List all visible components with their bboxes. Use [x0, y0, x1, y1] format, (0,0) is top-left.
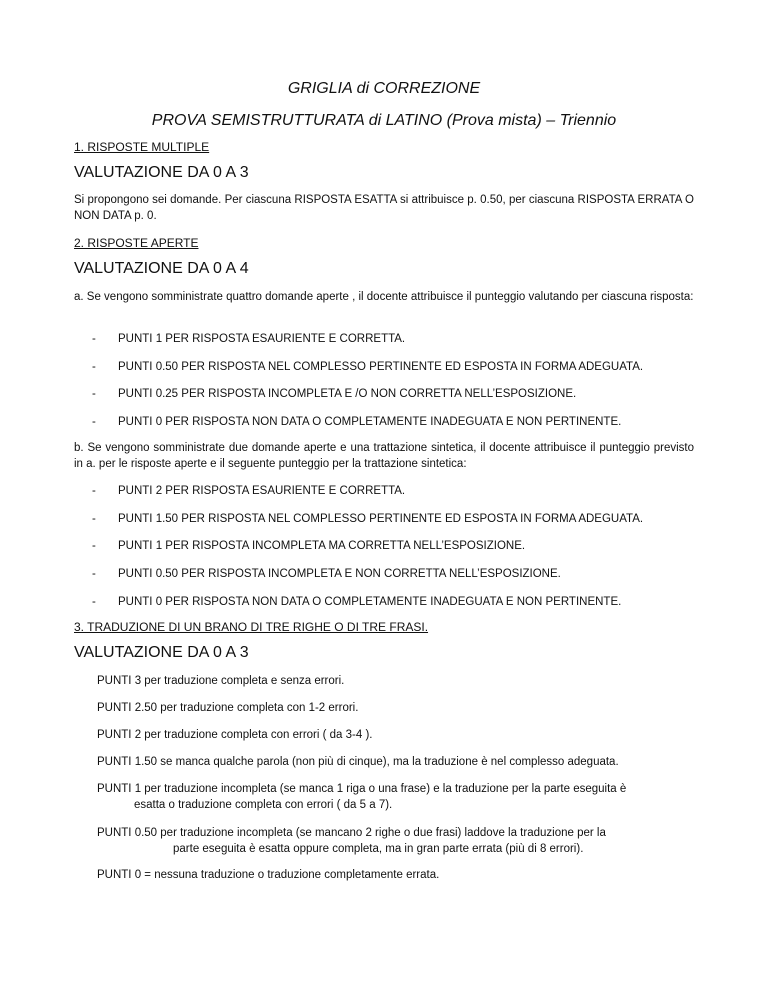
- list-item: [97, 727, 694, 743]
- point-text-continuation: esatta o traduzione completa con errori ( da 5 a 7).: [134, 799, 393, 811]
- bullet-dash: -: [92, 361, 96, 373]
- point-text-continuation: parte eseguita è esatta oppure completa, ma in gran parte errata (più di 8 errori).: [173, 843, 584, 855]
- bullet-dash: -: [92, 596, 96, 608]
- bullet-text: PUNTI 0 PER RISPOSTA NON DATA O COMPLETAMENTE INADEGUATA E NON PERTINENTE.: [118, 416, 622, 428]
- list-item: [92, 483, 405, 499]
- bullet-text: PUNTI 1 PER RISPOSTA ESAURIENTE E CORRETTA.: [118, 333, 406, 345]
- list-item: [92, 386, 576, 402]
- point-text: PUNTI 0.50 per traduzione incompleta (se mancano 2 righe o due frasi) laddove la traduzione per la: [97, 827, 606, 839]
- section-heading-traduzione: 3. TRADUZIONE DI UN BRANO DI TRE RIGHE O DI TRE FRASI.: [74, 620, 429, 634]
- list-item: [97, 781, 694, 813]
- bullet-text: PUNTI 1 PER RISPOSTA INCOMPLETA MA CORRETTA NELL’ESPOSIZIONE.: [118, 540, 526, 552]
- list-item: [97, 825, 694, 857]
- list-item: [92, 538, 525, 554]
- list-item: [92, 594, 621, 610]
- valutazione-heading-1: VALUTAZIONE DA 0 A 3: [74, 164, 249, 181]
- list-item: [97, 867, 694, 883]
- bullet-dash: -: [92, 485, 96, 497]
- bullet-text: PUNTI 0.50 PER RISPOSTA INCOMPLETA E NON CORRETTA NELL’ESPOSIZIONE.: [118, 568, 561, 580]
- bullet-text: PUNTI 1.50 PER RISPOSTA NEL COMPLESSO PERTINENTE ED ESPOSTA IN FORMA ADEGUATA.: [118, 513, 644, 525]
- section1-description: Si propongono sei domande. Per ciascuna RISPOSTA ESATTA si attribuisce p. 0.50, per ciascuna RISPOSTA ERRATA O NON DATA p. 0.: [74, 194, 694, 222]
- valutazione-heading-2: VALUTAZIONE DA 0 A 4: [74, 260, 249, 277]
- point-text: PUNTI 3 per traduzione completa e senza errori.: [97, 675, 345, 687]
- section-heading-risposte-multiple: 1. RISPOSTE MULTIPLE: [74, 140, 210, 154]
- point-text: PUNTI 2 per traduzione completa con errori ( da 3-4 ).: [97, 729, 373, 741]
- bullet-text: PUNTI 2 PER RISPOSTA ESAURIENTE E CORRETTA.: [118, 485, 406, 497]
- list-item: [92, 331, 405, 347]
- bullet-dash: -: [92, 568, 96, 580]
- list-item: [92, 511, 643, 527]
- bullet-dash: -: [92, 388, 96, 400]
- bullet-text: PUNTI 0.50 PER RISPOSTA NEL COMPLESSO PERTINENTE ED ESPOSTA IN FORMA ADEGUATA.: [118, 361, 644, 373]
- section-heading-risposte-aperte: 2. RISPOSTE APERTE: [74, 236, 199, 250]
- point-text: PUNTI 1 per traduzione incompleta (se manca 1 riga o una frase) e la traduzione per la parte eseguita è: [97, 783, 627, 795]
- section2-intro-a: a. Se vengono somministrate quattro domande aperte , il docente attribuisce il punteggio valutando per ciascuna risposta:: [74, 291, 694, 303]
- list-item: [92, 414, 621, 430]
- bullet-dash: -: [92, 416, 96, 428]
- document-title: GRIGLIA di CORREZIONE: [287, 80, 481, 97]
- bullet-text: PUNTI 0.25 PER RISPOSTA INCOMPLETA E /O NON CORRETTA NELL’ESPOSIZIONE.: [118, 388, 577, 400]
- list-item: [97, 673, 694, 689]
- bullet-dash: -: [92, 333, 96, 345]
- point-text: PUNTI 1.50 se manca qualche parola (non più di cinque), ma la traduzione è nel complesso adeguata.: [97, 756, 619, 768]
- list-item: [92, 359, 643, 375]
- list-item: [97, 754, 694, 770]
- point-text: PUNTI 2.50 per traduzione completa con 1-2 errori.: [97, 702, 359, 714]
- bullet-dash: -: [92, 513, 96, 525]
- list-item: [97, 700, 694, 716]
- bullet-text: PUNTI 0 PER RISPOSTA NON DATA O COMPLETAMENTE INADEGUATA E NON PERTINENTE.: [118, 596, 622, 608]
- list-item: [92, 566, 561, 582]
- section2-intro-b: b. Se vengono somministrate due domande aperte e una trattazione sintetica, il docente attribuisce il punteggio previsto in a. per le risposte aperte e il seguente punteggio per la trattazione sintetica:: [74, 442, 694, 470]
- bullet-dash: -: [92, 540, 96, 552]
- point-text: PUNTI 0 = nessuna traduzione o traduzione completamente errata.: [97, 869, 440, 881]
- document-subtitle: PROVA SEMISTRUTTURATA di LATINO (Prova mista) – Triennio: [151, 112, 617, 129]
- valutazione-heading-3: VALUTAZIONE DA 0 A 3: [74, 644, 249, 661]
